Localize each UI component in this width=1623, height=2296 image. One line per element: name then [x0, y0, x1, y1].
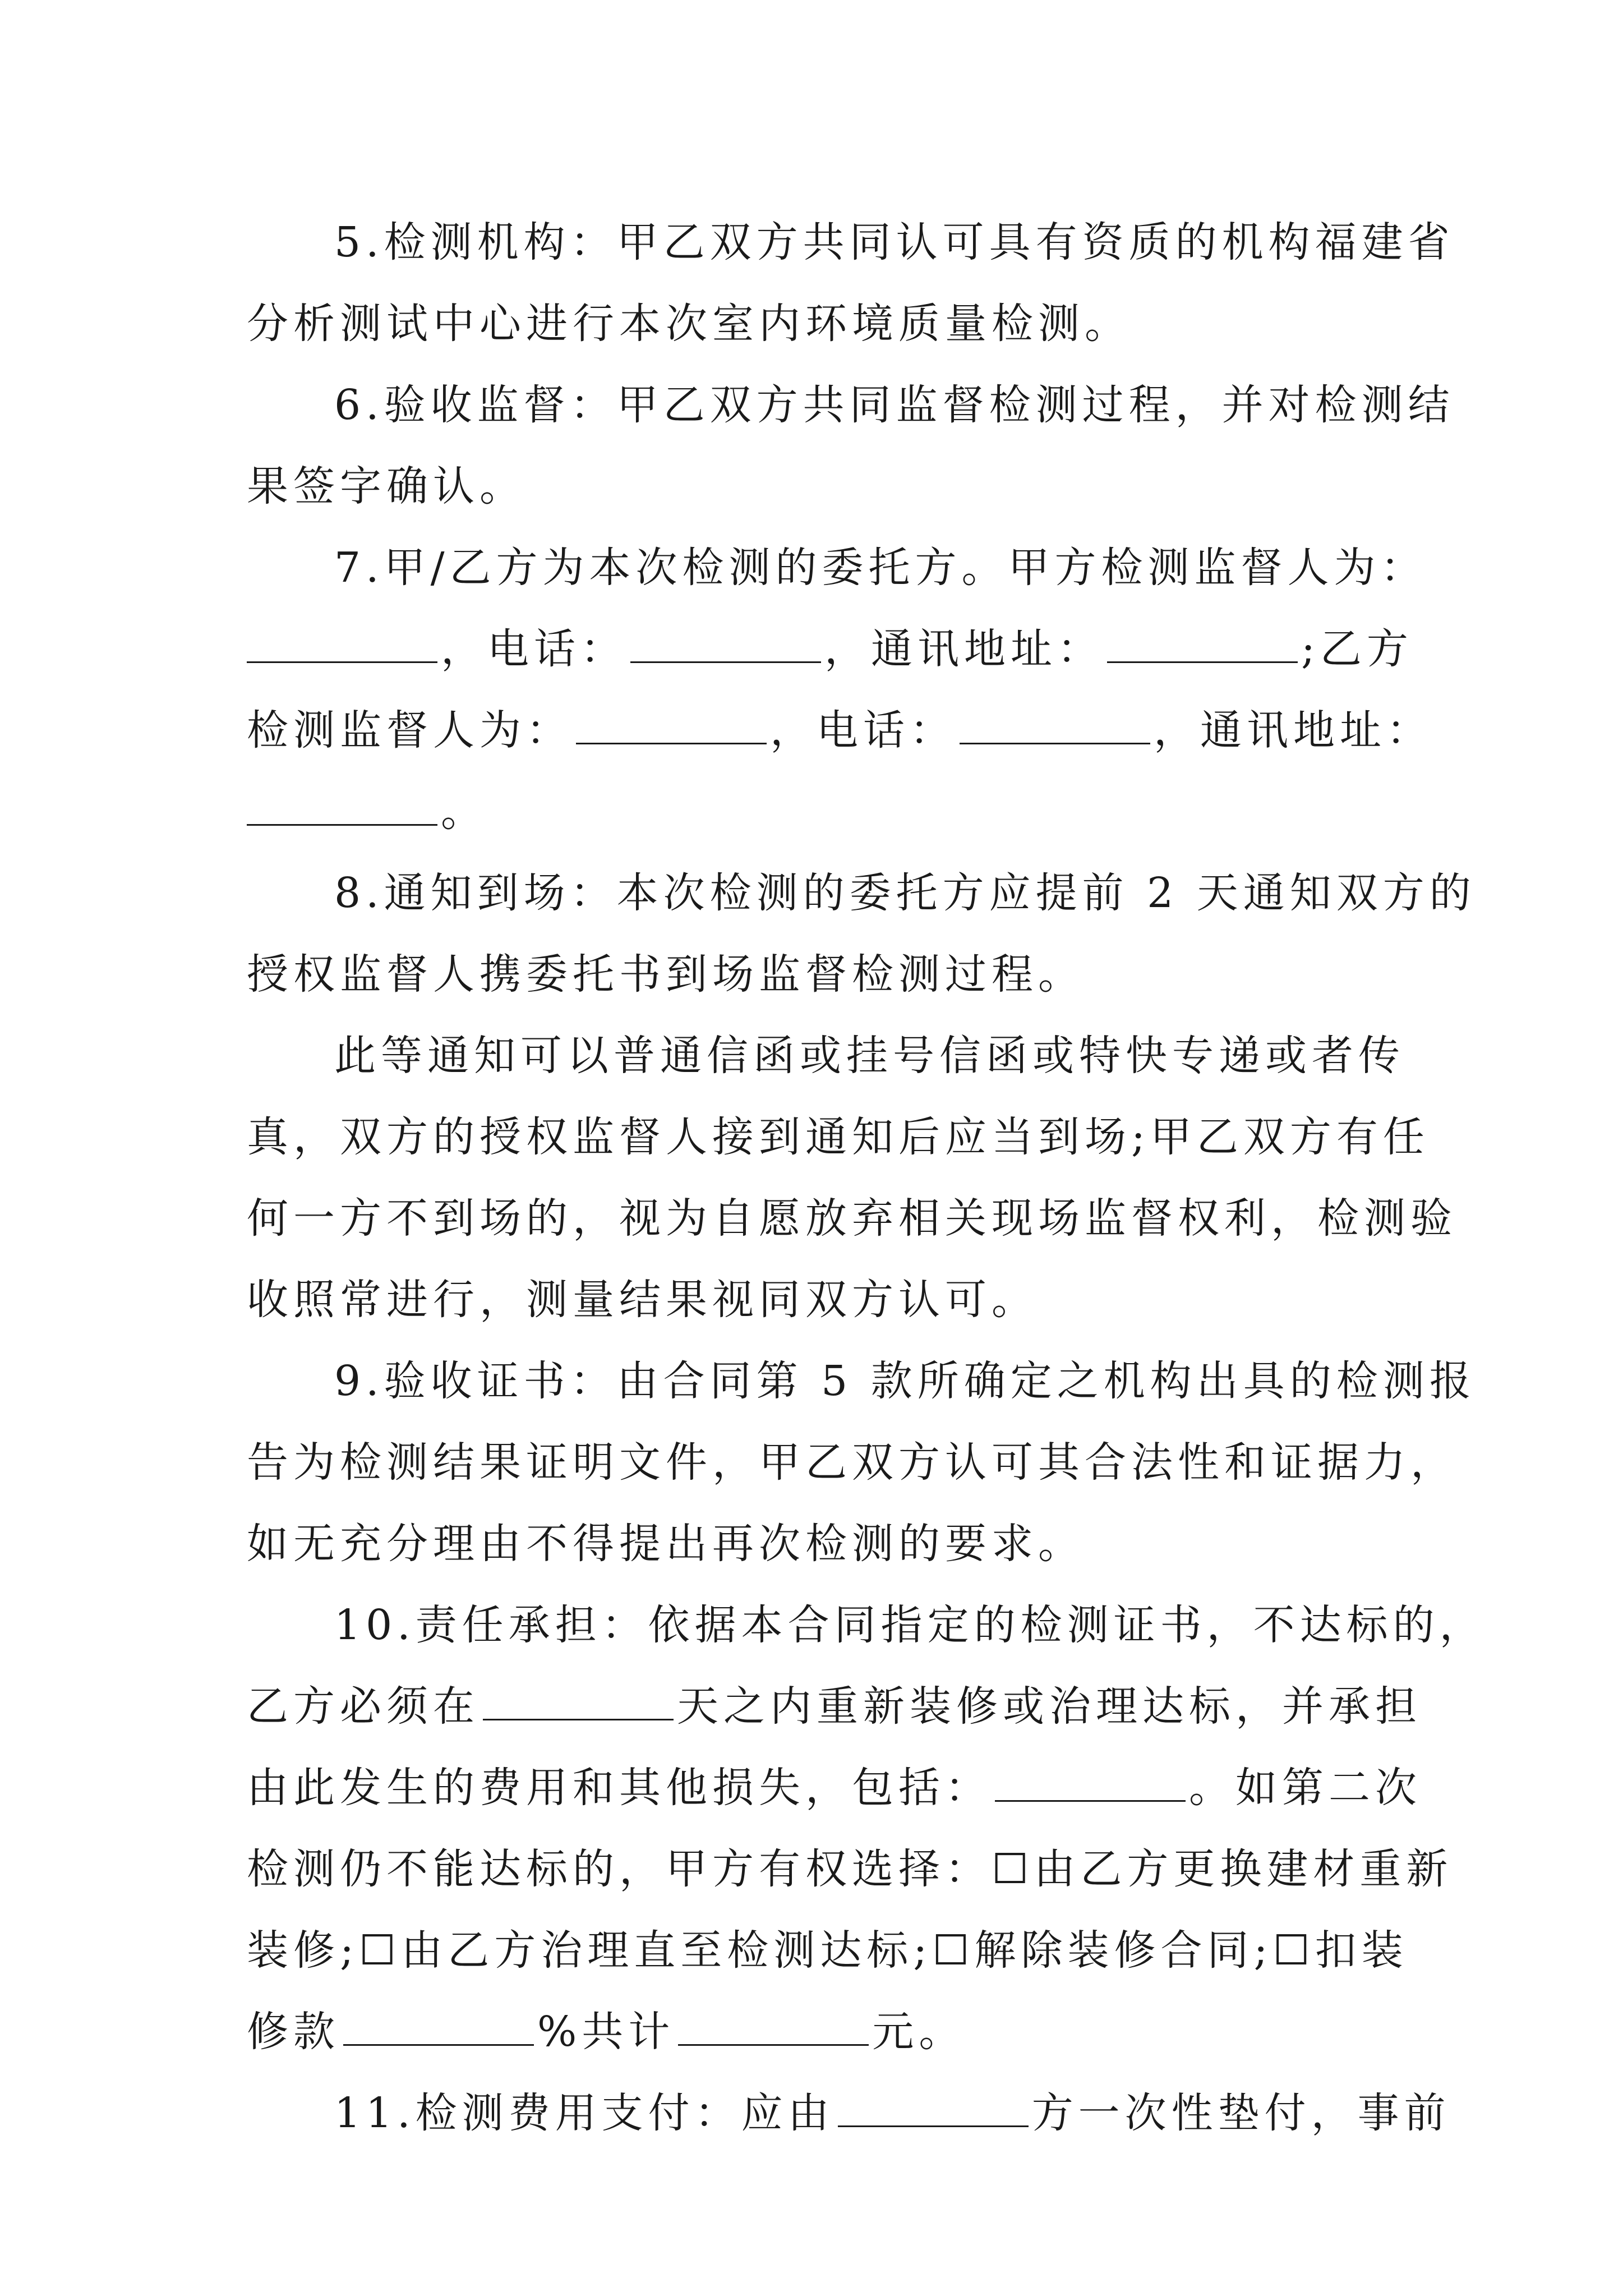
fill-blank-deduct-amount[interactable] — [678, 2014, 869, 2046]
fill-blank-party-b-phone[interactable] — [960, 713, 1150, 744]
text-line — [247, 690, 1433, 771]
text-fragment: 方一次性垫付，事前 — [1031, 2089, 1451, 2137]
text-line: 10.责任承担：依据本合同指定的检测证书，不达标的， — [334, 1601, 1486, 1649]
fill-blank-payer[interactable] — [838, 2096, 1029, 2127]
text-fragment: 修款 — [247, 2008, 340, 2056]
text-line: 装修;☐由乙方治理直至检测达标;☐解除装修合同;☐扣装 — [247, 1926, 1408, 1975]
fill-blank-losses[interactable] — [995, 1770, 1186, 1802]
text-line — [247, 1991, 1374, 2073]
clause-11 — [247, 2073, 1451, 2154]
text-line: 9.验收证书：由合同第 5 款所确定之机构出具的检测报 — [334, 1357, 1476, 1405]
text-fragment: ，电话： — [441, 625, 627, 673]
clause-9 — [247, 1341, 1476, 1585]
text-line: 此等通知可以普通信函或挂号信函或特快专递或者传 — [334, 1032, 1405, 1080]
text-line — [247, 2073, 1451, 2154]
fill-blank-party-b-supervisor[interactable] — [576, 713, 767, 744]
text-fragment: 由此发生的费用和其他损失，包括： — [247, 1764, 992, 1812]
clause-8-notice — [247, 1015, 1457, 1341]
text-line: 告为检测结果证明文件，甲乙双方认可其合法性和证据力， — [247, 1438, 1457, 1487]
text-line: 分析测试中心进行本次室内环境质量检测。 — [247, 300, 1131, 348]
text-line: 6.验收监督：甲乙双方共同监督检测过程，并对检测结 — [334, 381, 1455, 429]
text-line: 授权监督人携委托书到场监督检测过程。 — [247, 950, 1085, 999]
clause-8 — [247, 853, 1476, 1015]
fill-blank-deduct-percent[interactable] — [343, 2014, 534, 2046]
text-fragment: 检测监督人为： — [247, 706, 573, 754]
text-fragment: 天之内重新装修或治理达标，并承担 — [677, 1682, 1422, 1731]
fill-blank-party-a-address[interactable] — [1107, 632, 1298, 663]
text-line — [247, 771, 1374, 853]
text-line: 收照常进行，测量结果视同双方认可。 — [247, 1276, 1038, 1324]
text-line — [247, 609, 1413, 690]
fill-blank-days[interactable] — [483, 1689, 674, 1720]
text-line: 检测仍不能达标的，甲方有权选择：☐由乙方更换建材重新 — [247, 1845, 1453, 1893]
text-fragment: 元。 — [872, 2008, 966, 2056]
text-fragment: ，电话： — [770, 706, 956, 754]
text-fragment: 。 — [441, 788, 487, 836]
text-line: 何一方不到场的，视为自愿放弃相关现场监督权利，检测验 — [247, 1194, 1457, 1243]
text-fragment: %共计 — [537, 2008, 675, 2056]
text-line: 5.检测机构：甲乙双方共同认可具有资质的机构福建省 — [334, 218, 1455, 266]
text-line: 果签字确认。 — [247, 462, 526, 510]
text-line: 真，双方的授权监督人接到通知后应当到场;甲乙双方有任 — [247, 1113, 1430, 1161]
text-line: 7.甲/乙方为本次检测的委托方。甲方检测监督人为： — [334, 544, 1427, 592]
fill-blank-party-a-supervisor[interactable] — [247, 632, 437, 663]
text-fragment: ，通讯地址： — [824, 625, 1104, 673]
text-fragment: 11.检测费用支付：应由 — [334, 2089, 834, 2137]
fill-blank-party-a-phone[interactable] — [630, 632, 821, 663]
text-fragment: 。如第二次 — [1189, 1764, 1422, 1812]
clause-7 — [247, 527, 1433, 853]
fill-blank-party-b-address[interactable] — [247, 794, 437, 826]
text-line — [247, 1747, 1422, 1829]
clause-5 — [247, 202, 1455, 365]
text-line: 如无充分理由不得提出再次检测的要求。 — [247, 1520, 1085, 1568]
text-line — [247, 1666, 1422, 1747]
clause-10 — [247, 1585, 1486, 2073]
text-line: 8.通知到场：本次检测的委托方应提前 2 天通知双方的 — [334, 869, 1476, 917]
contract-page — [247, 202, 1486, 2154]
clause-6 — [247, 365, 1455, 527]
text-fragment: ，通讯地址： — [1154, 706, 1433, 754]
text-fragment: ;乙方 — [1301, 625, 1413, 673]
text-fragment: 乙方必须在 — [247, 1682, 479, 1731]
